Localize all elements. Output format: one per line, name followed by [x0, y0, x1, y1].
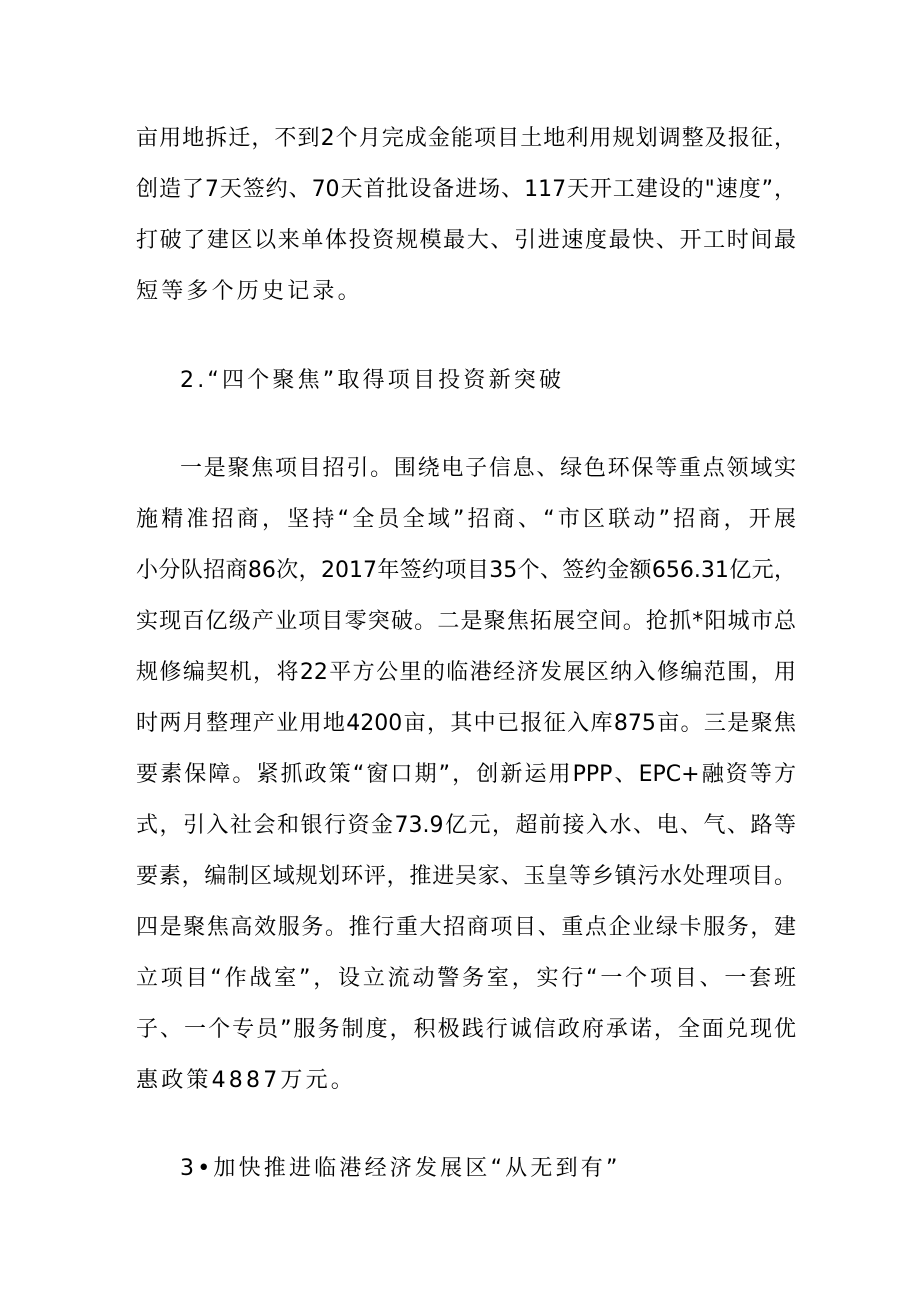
- paragraph-2-line-11: 立项目“作战室”，设立流动警务室，实行“一个项目、一套班: [136, 966, 796, 991]
- section-heading-2: 2.“四个聚焦”取得项目投资新突破: [180, 368, 565, 393]
- paragraph-2-line-1: 一是聚焦项目招引。围绕电子信息、绿色环保等重点领域实: [180, 456, 796, 481]
- paragraph-1-line-3: 打破了建区以来单体投资规模最大、引进速度最快、开工时间最: [136, 228, 796, 253]
- paragraph-2-line-8: 式，引入社会和银行资金73.9亿元，超前接入水、电、气、路等: [136, 813, 796, 838]
- paragraph-2-line-10: 四是聚焦高效服务。推行重大招商项目、重点企业绿卡服务，建: [136, 915, 796, 940]
- paragraph-2-line-2: 施精准招商，坚持“全员全域”招商、“市区联动”招商，开展: [136, 507, 796, 532]
- paragraph-2-line-9: 要素，编制区域规划环评，推进吴家、玉皇等乡镇污水处理项目。: [136, 864, 796, 889]
- paragraph-2-line-13: 惠政策4887万元。: [136, 1068, 356, 1093]
- paragraph-2-line-4: 实现百亿级产业项目零突破。二是聚焦拓展空间。抢抓*阳城市总: [136, 609, 796, 634]
- paragraph-2-line-12: 子、一个专员”服务制度，积极践行诚信政府承诺，全面兑现优: [136, 1017, 796, 1042]
- paragraph-2-line-3: 小分队招商86次，2017年签约项目35个、签约金额656.31亿元，: [136, 558, 796, 583]
- section-heading-3: 3•加快推进临港经济发展区“从无到有”: [180, 1156, 621, 1181]
- paragraph-2-line-5: 规修编契机，将22平方公里的临港经济发展区纳入修编范围，用: [136, 660, 796, 685]
- paragraph-2-line-6: 时两月整理产业用地4200亩，其中已报征入库875亩。三是聚焦: [136, 711, 796, 736]
- paragraph-2-line-7: 要素保障。紧抓政策“窗口期”，创新运用PPP、EPC+融资等方: [136, 762, 796, 787]
- paragraph-1-line-1: 亩用地拆迁，不到2个月完成金能项目土地利用规划调整及报征，: [136, 126, 796, 151]
- paragraph-1-line-4: 短等多个历史记录。: [136, 279, 363, 304]
- paragraph-1-line-2: 创造了7天签约、70天首批设备进场、117天开工建设的"速度”，: [136, 177, 796, 202]
